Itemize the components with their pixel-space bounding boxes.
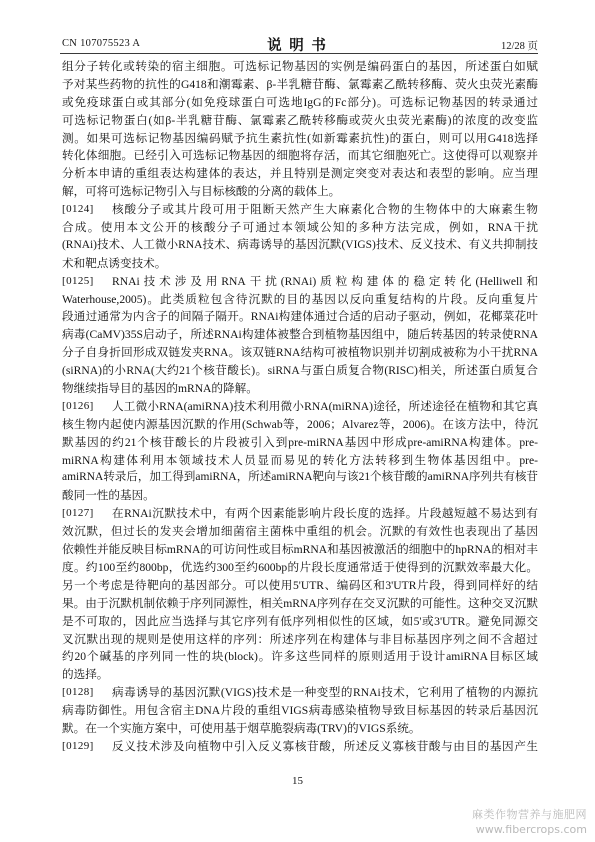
paragraph-line: 是不可取的，因此应当选择与其它序列有低序列相似性的区域，如5'或3'UTR。避免同源交 [62, 614, 538, 628]
paragraph-line: 依赖性并能反映目标mRNA的可访问性或目标mRNA和基因被激活的细胞中的hpRNA的相对丰 [62, 543, 538, 557]
paragraph-line: 解，可将可选标记物引入与目标核酸的分离的载体上。 [62, 185, 341, 199]
paragraph-line: (RNAi)技术、人工微小RNA技术、病毒诱导的基因沉默(VIGS)技术、反义技术、有义共抑制技 [62, 238, 538, 251]
page-number: 15 [292, 775, 303, 787]
paragraph-first-line [62, 201, 538, 219]
patent-number: CN 107075523 A [62, 38, 141, 49]
paragraph [62, 398, 538, 505]
paragraph-line: 酸同一性的基因。 [62, 489, 155, 503]
paragraph-line: 合成。使用本文公开的核酸分子可通过本领域公知的多种方法完成，例如，RNA干扰 [62, 221, 538, 235]
paragraph-number: [0126] [62, 399, 94, 412]
paragraph-line: 病毒防御性。用包含宿主DNA片段的重组VIGS病毒感染植物导致目标基因的转录后基因沉 [62, 704, 538, 718]
paragraph [62, 201, 538, 273]
paragraph-line: 的选择。 [62, 668, 109, 682]
paragraph-line: 约20个碱基的序列同一性的块(block)。许多这些同样的原则适用于设计amiRNA目标区域 [62, 650, 538, 664]
paragraph-line: 核生物内起使内源基因沉默的作用(Schwab等，2006；Alvarez等，2006)。在该方法中，待沉 [62, 417, 538, 431]
paragraph-line: (siRNA)的小RNA(大约21个核苷酸长)。siRNA与蛋白质复合物(RISC)相关，所述蛋白质复合 [62, 364, 538, 378]
paragraph-line: 效沉默，但过长的发夹会增加细菌宿主菌株中重组的机会。沉默的有效性也表现出了基因 [62, 525, 538, 539]
paragraph-line: 组分子转化或转染的宿主细胞。可选标记物基因的实例是编码蛋白的基因，所述蛋白如赋 [62, 60, 538, 73]
paragraph-line: 在RNAi沉默技术中，有两个因素能影响片段长度的选择。片段越短越不易达到有 [112, 507, 538, 521]
paragraph [62, 273, 538, 398]
paragraph [62, 58, 538, 201]
paragraph-line: 人工微小RNA(amiRNA)技术利用微小RNA(miRNA)途径，所述途径在植物和其它真 [112, 399, 538, 413]
paragraph [62, 684, 538, 738]
paragraph-first-line [62, 398, 538, 416]
page-counter: 12/28 页 [500, 41, 538, 52]
paragraph-line: 分子自身折回形成双链发夹RNA。该双链RNA结构可被植物识别并切割成被称为小干扰RNA [62, 346, 538, 360]
paragraph-line: amiRNA转录后，加工得到amiRNA，所述amiRNA靶向与该21个核苷酸的amiRNA序列共有核苷 [62, 471, 538, 484]
paragraph-line: 反义技术涉及向植物中引入反义寡核苷酸，所述反义寡核苷酸与由目的基因产生 [112, 739, 538, 753]
paragraph-number: [0128] [62, 686, 94, 699]
paragraph-line: Waterhouse,2005)。此类质粒包含待沉默的目的基因以反向重复结构的片段。反向重复片 [62, 292, 538, 306]
paragraph-number: [0124] [62, 203, 94, 216]
paragraph-line: 度。约100至约800bp，优选约300至约600bp的片段长度通常适于使得到的沉默效率最大化。 [62, 560, 538, 574]
document-body [62, 58, 538, 756]
paragraph-first-line [62, 505, 538, 523]
paragraph-line: 病毒(CaMV)35S启动子，所述RNAi构建体被整合到植物基因组中，随后转基因的转录使RNA [62, 328, 538, 342]
paragraph-line: 默。在一个实施方案中，可使用基于烟草脆裂病毒(TRV)的VIGS系统。 [62, 721, 421, 735]
paragraph [62, 738, 538, 756]
paragraph-number: [0127] [62, 507, 94, 520]
paragraph-line: 病毒诱导的基因沉默(VIGS)技术是一种变型的RNAi技术，它利用了植物的内源抗 [112, 686, 538, 700]
paragraph-line: RNAi技术涉及用RNA干扰(RNAi)质粒构建体的稳定转化(Helliwell和 [112, 274, 538, 288]
paragraph-line: 核酸分子或其片段可用于阻断天然产生大麻素化合物的生物体中的大麻素生物 [112, 203, 538, 217]
watermark-url: www.fibercrops.com [475, 823, 587, 836]
paragraph [62, 505, 538, 684]
paragraph-line: 叉沉默出现的规则是使用这样的序列：所述序列在构建体与非目标基因序列之间不含超过 [62, 632, 538, 646]
paragraph-first-line [62, 738, 538, 756]
watermark-site-name: 麻类作物营养与施肥网 [472, 808, 587, 821]
paragraph-line: 另一个考虑是待靶向的基因部分。可以使用5'UTR、编码区和3'UTR片段，得到同样好的结 [62, 578, 538, 592]
paragraph-line: 或免疫球蛋白或其部分(如免疫球蛋白可选地IgG的Fc部分)。可选标记物基因的转录通过 [62, 95, 538, 109]
paragraph-line: 段通过通常为内含子的间隔子隔开。RNAi构建体通过合适的启动子驱动，例如，花椰菜花叶 [62, 310, 538, 324]
paragraph-number: [0129] [62, 739, 94, 752]
paragraph-line: 物继续指导目的基因的mRNA的降解。 [62, 382, 258, 396]
paragraph-number: [0125] [62, 274, 94, 287]
header-divider [60, 53, 538, 54]
paragraph-first-line [62, 273, 538, 291]
paragraph-first-line [62, 684, 538, 702]
paragraph-line: 予对某些药物的抗性的G418和潮霉素、β-半乳糖苷酶、氯霉素乙酰转移酶、荧火虫荧光素酶 [62, 77, 538, 91]
paragraph-line: 可选标记物蛋白(如β-半乳糖苷酶、氯霉素乙酰转移酶或荧火虫荧光素酶)的浓度的改变监 [62, 113, 538, 127]
paragraph-line: 默基因的约21个核苷酸长的片段被引入到pre-miRNA基因中形成pre-amiRNA构建体。pre- [62, 435, 538, 449]
paragraph-line: 术和靶点诱变技术。 [62, 256, 167, 270]
paragraph-line: 分析本申请的重组表达构建体的表达，并且特别是测定突变对表达和表型的影响。应当理 [62, 167, 538, 181]
page-title: 说 明 书 [267, 38, 328, 54]
paragraph-line: 果。由于沉默机制依赖于序列同源性，相关mRNA序列存在交叉沉默的可能性。这种交叉沉默 [62, 596, 538, 610]
paragraph-line: 转化体细胞。已经引入可选标记物基因的细胞将存活，而其它细胞死亡。这使得可以观察并 [62, 149, 538, 163]
paragraph-line: miRNA构建体利用本领域技术人员显而易见的转化方法转移到生物体基因组中。pre- [62, 453, 538, 467]
paragraph-line: 测。如果可选标记物基因编码赋予抗生素抗性(如新霉素抗性)的蛋白，则可以用G418选择 [62, 131, 538, 145]
